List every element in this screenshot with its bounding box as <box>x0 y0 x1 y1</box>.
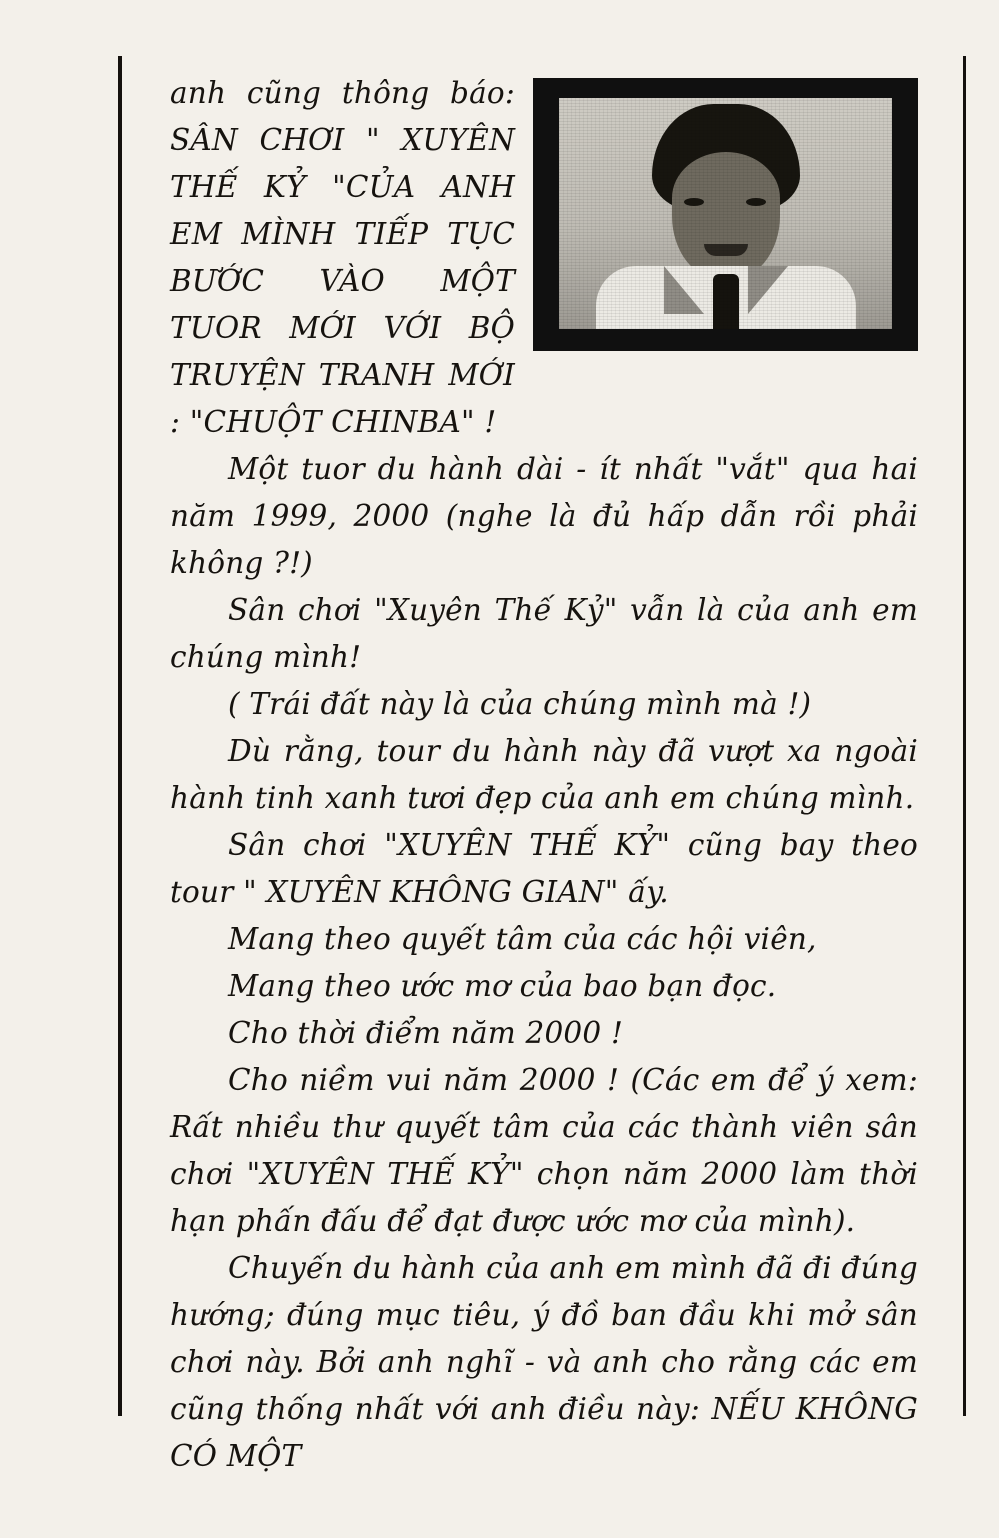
paragraph-11: Chuyến du hành của anh em mình đã đi đúng hướng; đúng mục tiêu, ý đồ ban đầu khi mở sân chơi này. Bởi anh nghĩ - và anh cho rằng các em cũng thống nhất với anh điều này: NẾU KHÔNG CÓ MỘT <box>170 1251 918 1473</box>
eye-left-shape <box>684 198 704 206</box>
article-body <box>170 70 918 1480</box>
eye-right-shape <box>746 198 766 206</box>
portrait-photo <box>533 78 918 351</box>
paragraph-1: anh cũng thông báo: SÂN CHƠI " XUYÊN THẾ KỶ "CỦA ANH EM MÌNH TIẾP TỤC BƯỚC VÀO MỘT TUOR MỚI VỚI BỘ TRUYỆN TRANH MỚI : "CHUỘT CHINBA" ! <box>170 76 515 439</box>
collar-right-shape <box>748 266 788 314</box>
paragraph-7: Mang theo quyết tâm của các hội viên, <box>228 922 817 956</box>
paragraph-10: Cho niềm vui năm 2000 ! (Các em để ý xem: Rất nhiều thư quyết tâm của các thành viên sân chơi "XUYÊN THẾ KỶ" chọn năm 2000 làm thời hạn phấn đấu để đạt được ước mơ của mình). <box>170 1063 918 1238</box>
paragraph-3: Sân chơi "Xuyên Thế Kỷ" vẫn là của anh em chúng mình! <box>170 593 918 674</box>
tie-shape <box>713 274 739 329</box>
photo-inner-frame <box>559 98 892 329</box>
paragraph-2: Một tuor du hành dài - ít nhất "vắt" qua hai năm 1999, 2000 (nghe là đủ hấp dẫn rồi phải không ?!) <box>170 452 918 580</box>
collar-left-shape <box>664 266 704 314</box>
paragraph-8: Mang theo ước mơ của bao bạn đọc. <box>228 969 777 1003</box>
paragraph-4: ( Trái đất này là của chúng mình mà !) <box>228 687 812 721</box>
paragraph-9: Cho thời điểm năm 2000 ! <box>228 1016 623 1050</box>
face-shape <box>672 152 780 280</box>
portrait-illustration <box>559 98 892 329</box>
paragraph-6: Sân chơi "XUYÊN THẾ KỶ" cũng bay theo tour " XUYÊN KHÔNG GIAN" ấy. <box>170 828 918 909</box>
paragraph-5: Dù rằng, tour du hành này đã vượt xa ngoài hành tinh xanh tươi đẹp của anh em chúng mình. <box>170 734 918 815</box>
mouth-shape <box>704 244 748 256</box>
